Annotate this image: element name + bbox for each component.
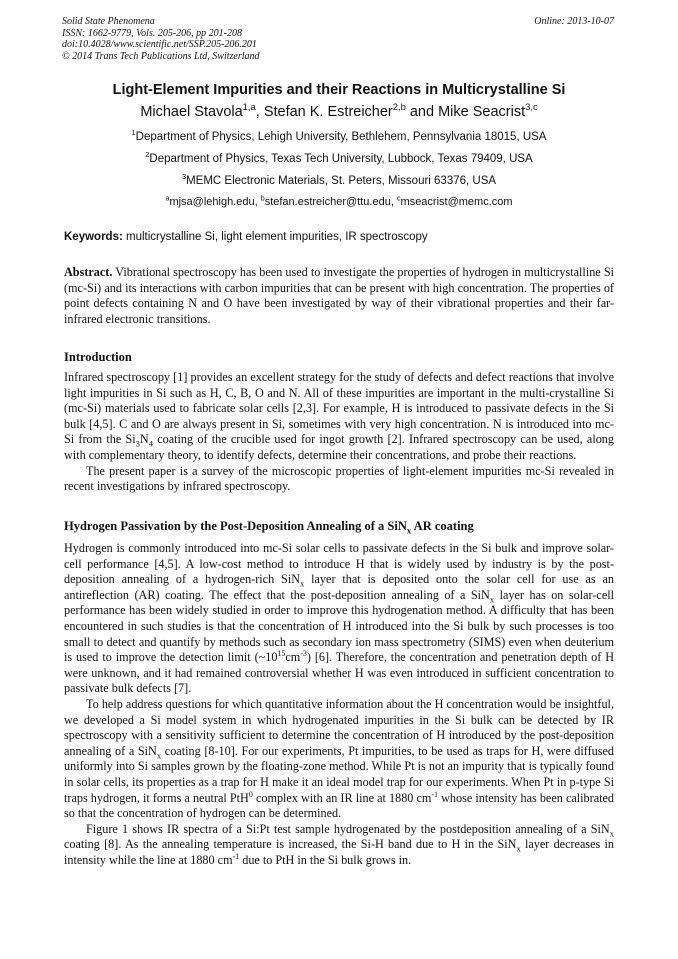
email-superscript: c xyxy=(396,194,401,203)
abstract-text: Vibrational spectroscopy has been used to investigate the properties of hydrogen in multicrystalline Si (mc-Si) and its interactions with carbon impurities that can be present with high concentration. The properties of point defects containing N and O have been investigated by way of their vibrational properties and their far-infrared electronic transitions. xyxy=(64,265,614,326)
author-superscript: 2,b xyxy=(392,101,406,113)
email-superscript: b xyxy=(260,194,265,203)
text-run: complex with an IR line at 1880 cm xyxy=(252,790,432,805)
superscript: -1 xyxy=(431,789,439,799)
email-superscript: a xyxy=(165,194,170,203)
paragraph xyxy=(64,697,614,822)
affiliation-text: Department of Physics, Lehigh University, Bethlehem, Pennsylvania 18015, USA xyxy=(135,131,547,143)
affiliation-superscript: 1 xyxy=(131,128,136,138)
superscript: 0 xyxy=(248,789,253,799)
affiliation-text: MEMC Electronic Materials, St. Peters, Missouri 63376, USA xyxy=(186,175,497,187)
text-run: N xyxy=(139,432,149,447)
author-name: Stefan K. Estreicher xyxy=(263,104,393,120)
email-list xyxy=(0,196,678,208)
abstract-section xyxy=(64,265,614,327)
hydrogen-section xyxy=(64,541,614,868)
paper-title: Light-Element Impurities and their Reactions in Multicrystalline Si xyxy=(112,82,566,98)
text-run: coating [8]. As the annealing temperature is increased, the Si-H band due to H in the SiN xyxy=(64,837,517,852)
text-run: layer that is deposited onto the solar cell for use as an antireflection (AR) coating. The effect that the post-deposition annealing of a SiN xyxy=(64,572,615,602)
journal-header xyxy=(62,16,260,62)
email-address: mseacrist@memc.com xyxy=(400,196,513,208)
text-run: cm xyxy=(285,650,301,665)
keywords-line xyxy=(64,231,428,243)
introduction-section xyxy=(64,370,614,495)
email-address: stefan.estreicher@ttu.edu, xyxy=(264,196,397,208)
introduction-heading: Introduction xyxy=(64,350,132,364)
subscript: 4 xyxy=(148,438,153,449)
text-run: Hydrogen is commonly introduced into mc-Si solar cells to passivate defects in the Si bulk and improve solar-cell performance [4,5]. A low-cost method to introduce H that is widely used by industry is by the post-deposition annealing of a hydrogen-rich SiN xyxy=(64,541,614,587)
text-run: layer decreases in intensity while the line at 1880 cm xyxy=(64,837,614,867)
journal-name: Solid State Phenomena xyxy=(62,16,155,27)
subscript: x xyxy=(609,828,614,839)
paragraph xyxy=(64,370,614,464)
doi-line: doi:10.4028/www.scientific.net/SSP.205-206.201 xyxy=(62,39,257,50)
text-run: To help address questions for which quantitative information about the H concentration would be insightful, we developed a Si model system in which hydrogenated impurities in the Si bulk can be detected by IR spectroscopy with a sensitivity sufficient to determine the concentration of H introduced by the post-deposition annealing of a SiN xyxy=(64,696,614,758)
subscript: x xyxy=(300,578,305,589)
superscript: -3 xyxy=(300,649,307,659)
affiliation-text: Department of Physics, Texas Tech University, Lubbock, Texas 79409, USA xyxy=(149,153,533,165)
author-list xyxy=(0,101,678,120)
hydrogen-section-heading xyxy=(64,519,474,534)
text-run: due to PtH in the Si bulk grows in. xyxy=(239,852,412,867)
abstract-label: Abstract. xyxy=(64,265,113,279)
online-date: Online: 2013-10-07 xyxy=(534,16,614,27)
text-run: coating of the crucible used for ingot growth [2]. Infrared spectroscopy can be used, along with complementary theory, to identify defects, determine their concentrations, and probe their reactions. xyxy=(64,432,614,462)
author-superscript: 1,a xyxy=(242,101,256,113)
text-run: ) [6]. Therefore, the concentration and penetration depth of H were unknown, and it had remained controversial whether H was even introduced in sufficient concentration to passivate bulk defects [7]. xyxy=(64,650,614,696)
author-superscript: 3,c xyxy=(525,101,538,113)
issn-line: ISSN: 1662-9779, Vols. 205-206, pp 201-208 xyxy=(62,27,242,39)
affiliation-3 xyxy=(0,172,678,187)
affiliation-1 xyxy=(0,128,678,143)
heading-text: Hydrogen Passivation by the Post-Deposition Annealing of a SiN xyxy=(64,519,407,533)
paragraph xyxy=(64,541,614,697)
paragraph xyxy=(64,822,614,869)
email-address: mjsa@lehigh.edu, xyxy=(169,196,261,208)
heading-text: AR coating xyxy=(411,519,474,533)
affiliation-superscript: 2 xyxy=(145,150,150,160)
subscript: x xyxy=(489,594,495,605)
keywords-text: multicrystalline Si, light element impurities, IR spectroscopy xyxy=(122,231,428,243)
superscript: -1 xyxy=(232,851,240,861)
author-name: Michael Stavola xyxy=(140,104,243,120)
author-name: Mike Seacrist xyxy=(438,104,526,120)
text-run: layer has on solar-cell performance has been widely studied in order to improve this hydrogenation method. A difficulty that has been encountered in such studies is that the concentration of H introduced into the Si bulk by such processes is too small to detect and quantify by methods such as secondary ion mass spectrometry (SIMS) even when deuterium is used to improve the detection limit (~10 xyxy=(64,587,614,665)
affiliation-2 xyxy=(0,150,678,165)
paragraph: The present paper is a survey of the microscopic properties of light-element impurities mc-Si revealed in recent investigations by infrared spectroscopy. xyxy=(64,463,614,494)
text-run: coating [8-10]. For our experiments, Pt impurities, to be used as traps for H, were diffused uniformly into Si samples grown by the floating-zone method. While Pt is not an impurity that is typically found in solar cells, its properties as a trap for H make it an ideal model trap for our experiments. When Pt in p-type Si traps hydrogen, it forms a neutral PtH xyxy=(64,743,615,805)
subscript: 3 xyxy=(135,438,140,449)
author-separator: and xyxy=(405,104,439,120)
superscript: 15 xyxy=(277,649,286,659)
keywords-label: Keywords: xyxy=(64,231,123,243)
subscript: x xyxy=(156,750,162,761)
author-separator: , xyxy=(255,104,264,120)
subscript: x xyxy=(516,843,521,854)
subscript: x xyxy=(406,525,412,536)
copyright-line: © 2014 Trans Tech Publications Ltd, Switzerland xyxy=(62,50,260,62)
text-run: whose intensity has been calibrated so that the concentration of hydrogen can be determined. xyxy=(64,790,614,821)
text-run: Infrared spectroscopy [1] provides an excellent strategy for the study of defects and defect reactions that involve light impurities in Si such as H, C, B, O and N. All of these impurities are important in the multi-crystalline Si (mc-Si) materials used to fabricate solar cells [2,3]. For example, H is introduced to passivate defects in the Si bulk [4,5]. C and O are always present in Si, sometimes with very high concentration. N is introduced into mc-Si from the Si xyxy=(64,370,614,447)
affiliation-superscript: 3 xyxy=(181,172,187,182)
text-run: Figure 1 shows IR spectra of a Si:Pt test sample hydrogenated by the postdeposition annealing of a SiN xyxy=(86,821,610,836)
